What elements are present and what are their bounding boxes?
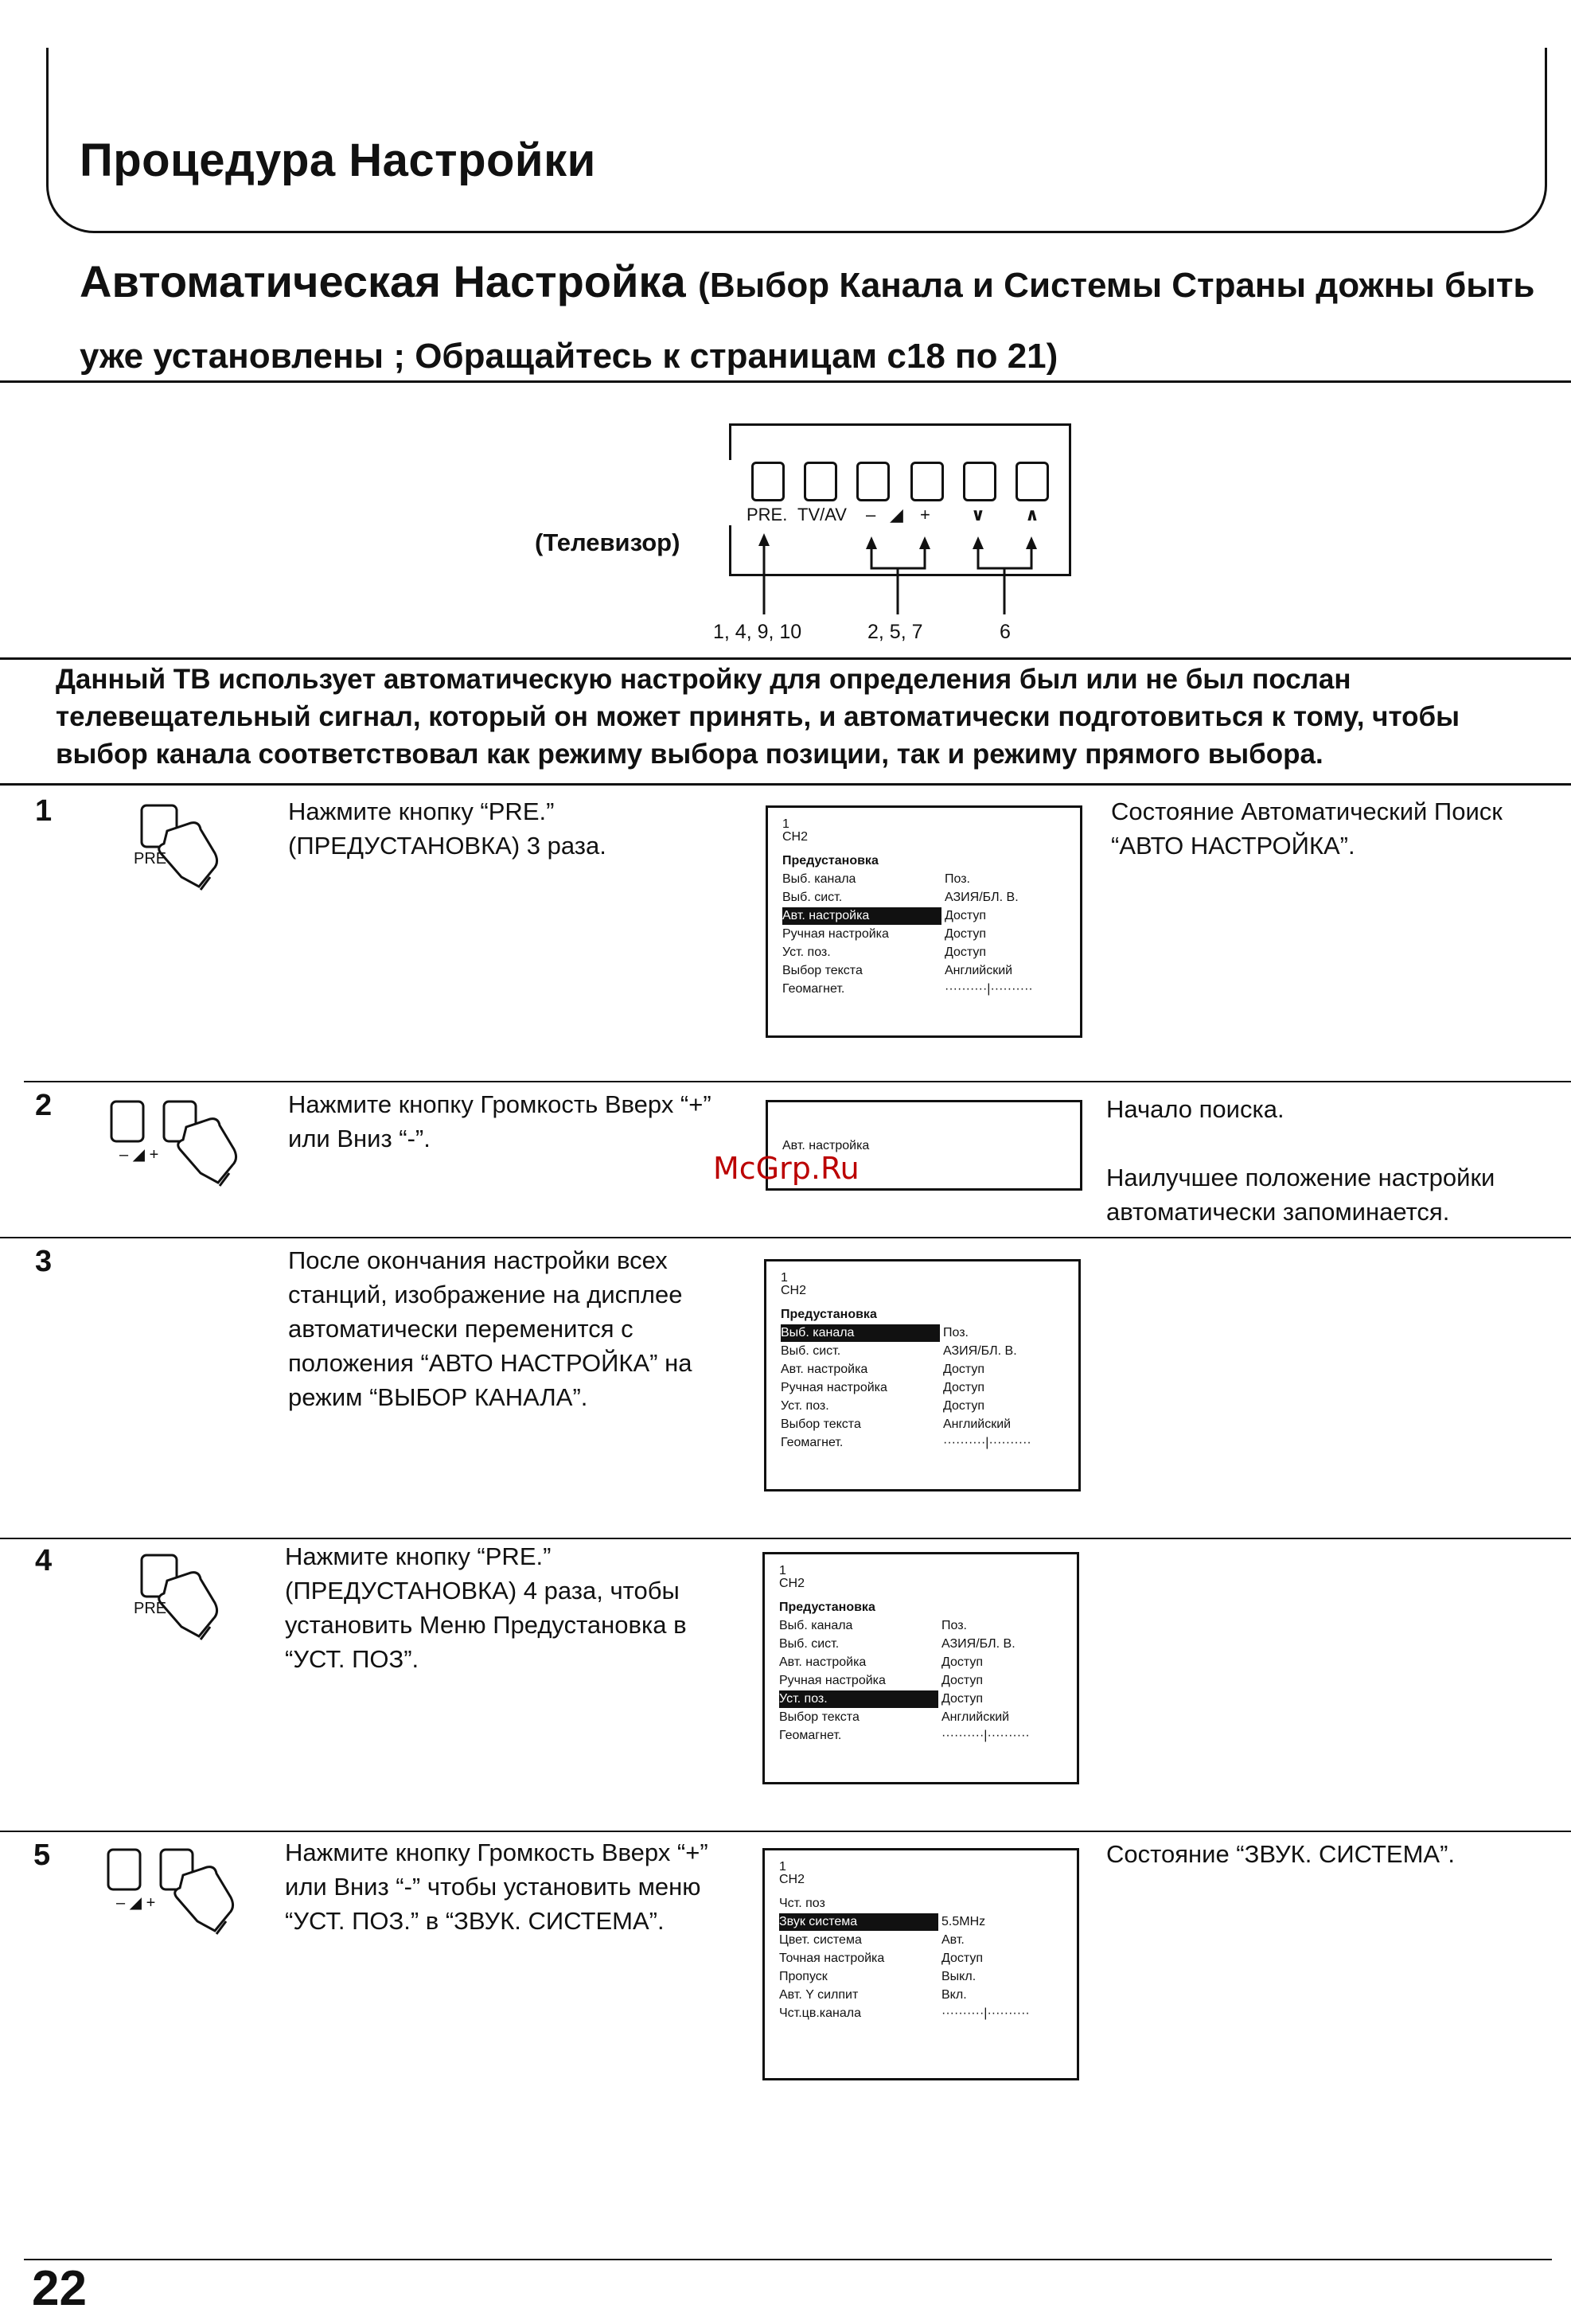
osd-label: Точная настройка [779, 1952, 885, 1965]
tv-label-minus: – [866, 505, 876, 524]
osd-label: Авт. настройка [782, 1139, 870, 1152]
osd-title: Предустановка [781, 1308, 877, 1321]
osd-value: Авт. [941, 1933, 965, 1947]
osd-value: ··········|·········· [945, 982, 1033, 996]
page-number: 22 [32, 2261, 87, 2316]
osd-label: Уст. поз. [781, 1399, 829, 1413]
osd-label: Цвет. система [779, 1933, 862, 1947]
callout-2: 2, 5, 7 [867, 621, 923, 643]
step-number: 2 [35, 1089, 53, 1122]
step-number: 5 [33, 1839, 51, 1872]
divider [0, 783, 1571, 786]
step-note: Наилучшее положение настройки автоматически запоминается. [1106, 1164, 1495, 1226]
osd-label: Ручная настройка [781, 1381, 887, 1394]
tv-button-tvav [804, 462, 837, 501]
osd-label-highlighted: Звук система [779, 1913, 938, 1931]
osd-head1: 1 [782, 817, 789, 831]
press-button-icon-label: PRE [134, 850, 167, 868]
osd-value: 5.5MHz [941, 1915, 986, 1928]
step-text: Нажмите кнопку Громкость Вверх “+” или Вниз “-”. [288, 1090, 711, 1152]
step-number: 1 [35, 794, 53, 828]
press-button-icon-label: PRE [134, 1600, 167, 1617]
osd-value: ··········|·········· [941, 2006, 1030, 2020]
osd-value: Поз. [943, 1326, 969, 1339]
section-title-note-2: уже установлены ; Обращайтесь к страницам с18 по 21) [80, 337, 1058, 376]
osd-head2: CH2 [779, 1577, 805, 1590]
osd-label: Выб. канала [782, 872, 856, 886]
osd-title: Чст. поз [779, 1897, 825, 1910]
osd-head2: CH2 [781, 1284, 807, 1297]
osd-screen [762, 1552, 1079, 1784]
tv-button-vol-down [856, 462, 890, 501]
osd-value: Доступ [945, 946, 987, 959]
osd-head1: 1 [779, 1860, 786, 1874]
osd-screen [766, 805, 1082, 1038]
osd-label: Пропуск [779, 1970, 828, 1983]
osd-value: Доступ [943, 1381, 985, 1394]
tv-button-pre [751, 462, 785, 501]
osd-value: АЗИЯ/БЛ. В. [943, 1344, 1017, 1358]
step-number: 4 [35, 1544, 53, 1577]
footer-divider [24, 2259, 1552, 2260]
osd-label-highlighted: Выб. канала [781, 1324, 940, 1342]
osd-value: Доступ [941, 1674, 984, 1687]
volume-buttons-icon [103, 1839, 263, 1942]
osd-label: Авт. настройка [779, 1655, 867, 1669]
tv-label: (Телевизор) [535, 528, 680, 556]
osd-label: Ручная настройка [779, 1674, 886, 1687]
divider [0, 1237, 1571, 1238]
osd-value: АЗИЯ/БЛ. В. [941, 1637, 1015, 1651]
press-button-icon [127, 794, 247, 898]
volume-icon: ◢ [890, 505, 903, 524]
osd-label: Выбор текста [782, 964, 863, 977]
divider [0, 1538, 1571, 1539]
divider [24, 1081, 1571, 1082]
osd-label: Авт. настройка [781, 1363, 868, 1376]
tv-button-vol-up [910, 462, 944, 501]
tv-button-ch-down [963, 462, 996, 501]
osd-label: Уст. поз. [782, 946, 831, 959]
step-note: Состояние Автоматический Поиск “АВТО НАСТРОЙКА”. [1111, 797, 1503, 860]
osd-screen [762, 1848, 1079, 2080]
chevron-up-icon: ∧ [1025, 505, 1039, 524]
osd-title: Предустановка [782, 854, 879, 868]
step-note: Состояние “ЗВУК. СИСТЕМА”. [1106, 1840, 1456, 1868]
intro-text: Данный ТВ использует автоматическую настройку для определения был или не был послан телевещательный сигнал, который он может принять, и автоматически подготовиться к тому, чтобы выбор канала соответствовал как режиму выбора позиции, так и режиму прямого выбора. [56, 664, 1460, 770]
osd-head1: 1 [779, 1564, 786, 1577]
osd-label-highlighted: Уст. поз. [779, 1690, 938, 1708]
divider [0, 1831, 1571, 1832]
callout-1: 1, 4, 9, 10 [713, 621, 802, 643]
osd-label: Выб. сист. [781, 1344, 841, 1358]
tv-label-pre: PRE. [747, 505, 788, 524]
osd-label: Геомагнет. [782, 982, 845, 996]
osd-value: ··········|·········· [941, 1729, 1030, 1742]
page-title: Процедура Настройки [80, 135, 596, 186]
osd-value: Доступ [945, 909, 987, 922]
osd-value: Английский [941, 1710, 1010, 1724]
osd-value: ··········|·········· [943, 1436, 1031, 1449]
step-text: Нажмите кнопку “PRE.” (ПРЕДУСТАНОВКА) 3 раза. [288, 797, 606, 860]
step-number: 3 [35, 1245, 53, 1278]
osd-value: Выкл. [941, 1970, 977, 1983]
osd-screen [764, 1259, 1081, 1491]
osd-label: Выбор текста [779, 1710, 860, 1724]
tv-callout-lines [716, 525, 1051, 621]
step-text: Нажмите кнопку “PRE.” (ПРЕДУСТАНОВКА) 4 раза, чтобы установить Меню Предустановка в “УСТ. ПОЗ”. [285, 1542, 687, 1673]
divider [0, 380, 1571, 383]
section-title [80, 248, 1544, 390]
section-title-main: Автоматическая Настройка [80, 256, 686, 306]
tv-button-ch-up [1015, 462, 1049, 501]
osd-value: АЗИЯ/БЛ. В. [945, 891, 1019, 904]
osd-label: Выб. канала [779, 1619, 853, 1632]
osd-value: Доступ [943, 1363, 985, 1376]
osd-value: Доступ [941, 1655, 984, 1669]
step-text: Нажмите кнопку Громкость Вверх “+” или Вниз “-” чтобы установить меню “УСТ. ПОЗ.” в “ЗВУК. СИСТЕМА”. [285, 1839, 708, 1935]
osd-value: Доступ [941, 1952, 984, 1965]
osd-label: Геомагнет. [781, 1436, 844, 1449]
osd-value: Доступ [941, 1692, 984, 1706]
chevron-down-icon: ∨ [971, 505, 985, 524]
osd-label: Выбор текста [781, 1417, 861, 1431]
step-text: После окончания настройки всех станций, изображение на дисплее автоматически переменится с положения “АВТО НАСТРОЙКА” на режим “ВЫБОР КАНАЛА”. [288, 1246, 692, 1411]
tv-label-tvav: TV/AV [797, 505, 847, 524]
osd-head1: 1 [781, 1271, 788, 1285]
osd-label: Геомагнет. [779, 1729, 842, 1742]
osd-value: Поз. [941, 1619, 967, 1632]
osd-head2: CH2 [779, 1873, 805, 1886]
osd-value: Английский [945, 964, 1013, 977]
osd-value: Доступ [945, 927, 987, 941]
osd-title: Предустановка [779, 1601, 875, 1614]
osd-label: Авт. Y силпит [779, 1988, 859, 2002]
step-note: Начало поиска. [1106, 1095, 1284, 1123]
volume-buttons-label: – ◢ + [119, 1146, 159, 1164]
section-title-note-1: (Выбор Канала и Системы Страны дожны быть [698, 266, 1535, 305]
header-frame-mask [32, 32, 1560, 48]
osd-label: Выб. сист. [779, 1637, 840, 1651]
osd-value: Поз. [945, 872, 970, 886]
osd-label: Чст.цв.канала [779, 2006, 861, 2020]
osd-value: Доступ [943, 1399, 985, 1413]
tv-label-plus: + [920, 505, 930, 524]
osd-value: Вкл. [941, 1988, 967, 2002]
callout-3: 6 [1000, 621, 1011, 643]
press-button-icon [127, 1544, 247, 1647]
osd-label-highlighted: Авт. настройка [782, 907, 941, 925]
osd-label: Выб. сист. [782, 891, 843, 904]
osd-label: Ручная настройка [782, 927, 889, 941]
watermark: McGrp.Ru [713, 1151, 860, 1186]
volume-buttons-label: – ◢ + [116, 1894, 156, 1912]
tv-panel-notch [722, 460, 735, 525]
osd-value: Английский [943, 1417, 1012, 1431]
volume-buttons-icon [107, 1090, 266, 1194]
divider [0, 657, 1571, 660]
osd-head2: CH2 [782, 830, 809, 844]
